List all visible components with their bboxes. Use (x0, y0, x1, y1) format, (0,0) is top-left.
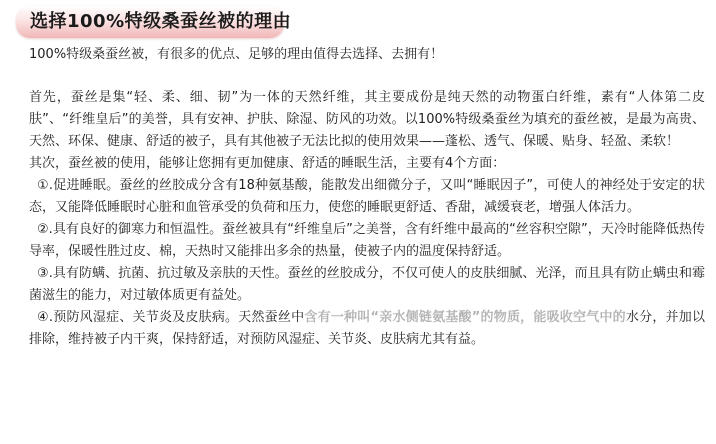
list-item-number: ②. (37, 222, 53, 237)
list-item-number: ①. (37, 178, 54, 193)
list-item-rheumatism (29, 307, 705, 351)
paragraph-silk-properties: 首先，蚕丝是集“轻、柔、细、韧”为一体的天然纤维，其主要成份是纯天然的动物蛋白纤维，素有“人体第二皮肤”、“纤维皇后”的美誉，具有安神、护肤、除湿、防风的功效。以100%特级桑蚕丝为填充的蚕丝被，是最为高贵、天然、环保、健康、舒适的被子，具有其他被子无法比拟的使用效果——蓬松、透气、保暖、贴身、轻盈、柔软！ (29, 90, 705, 149)
list-item-number: ④. (37, 310, 54, 325)
watermark-overlay-text: 含有一种叫“亲水侧链氨基酸”的物质，能吸收空气中的 (304, 310, 626, 325)
list-item-text: 具有良好的御寒力和恒温性。蚕丝被具有“纤维皇后”之美誉，含有纤维中最高的“丝容积空隙”，天冷时能降低热传导率，保暖性胜过皮、棉，天热时又能排出多余的热量，使被子内的温度保持舒适。 (29, 222, 705, 259)
list-item-antimite (29, 263, 705, 307)
list-item-number: ③. (37, 266, 53, 281)
paragraph-sleep-benefits: 其次，蚕丝被的使用，能够让您拥有更加健康、舒适的睡眠生活，主要有4个方面： (29, 156, 506, 171)
article-body (29, 44, 705, 351)
list-item-text: 促进睡眠。蚕丝的丝胶成分含有18种氨基酸，能散发出细微分子，又叫“睡眠因子”，可使人的神经处于安定的状态，又能降低睡眠时心脏和血管承受的负荷和压力，使您的睡眠更舒适、香甜，减缓衰老，增强人体活力。 (29, 178, 705, 215)
list-item-sleep (29, 175, 705, 219)
paragraph-spacer (29, 66, 705, 87)
intro-paragraph: 100%特级桑蚕丝被，有很多的优点、足够的理由值得去选择、去拥有！ (29, 47, 444, 62)
list-item-text: 具有防螨、抗菌、抗过敏及亲肤的天性。蚕丝的丝胶成分，不仅可使人的皮肤细腻、光泽，而且具有防止螨虫和霉菌滋生的能力，对过敏体质更有益处。 (29, 266, 705, 303)
list-item-text: 预防风湿症、关节炎及皮肤病。天然蚕丝中 (53, 310, 305, 325)
page-title: 选择100%特级桑蚕丝被的理由 (30, 11, 292, 32)
list-item-text: 水分，并加以排除，维持被子内干爽，保持舒适，对预防风湿症、关节炎、皮肤病尤其有益。 (29, 310, 705, 347)
list-item-warmth (29, 219, 705, 263)
title-banner (16, 6, 292, 38)
